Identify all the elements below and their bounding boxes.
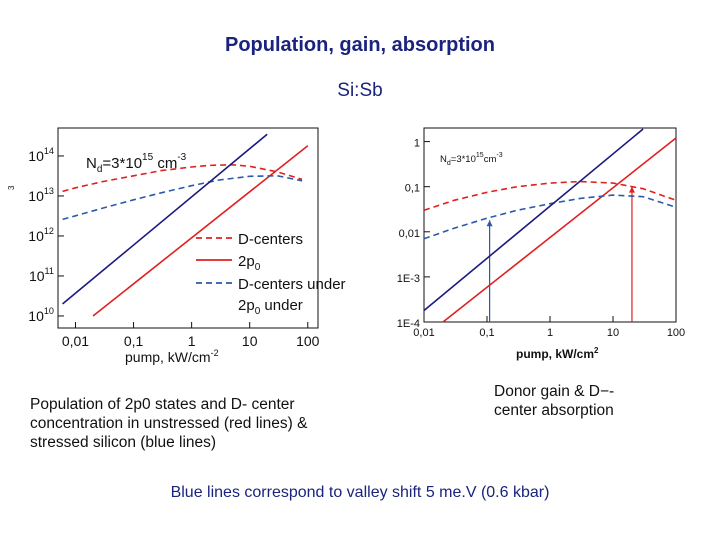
chart-left <box>7 128 346 365</box>
y-tick-label: $10^{10}$ <box>28 305 54 324</box>
x-tick-label: 10 <box>606 327 620 339</box>
caption-left <box>30 395 360 452</box>
left-xlabel: pump, $kW/cm^{-2}$ <box>125 348 219 365</box>
y-tick-label: 0,01 <box>398 227 420 240</box>
x-tick-label: 0,01 <box>61 333 90 349</box>
legend-label-2p0: $2p_0$ <box>238 253 261 273</box>
left-ylabel-fragment: 3 <box>7 185 16 190</box>
x-tick-label: 100 <box>296 333 320 349</box>
y-tick-label: $10^{11}$ <box>28 265 54 284</box>
footer-note: Blue lines correspond to valley shift 5 me.V (0.6 kbar) <box>170 484 550 501</box>
x-tick-label: 1 <box>187 333 196 349</box>
y-tick-label: 1E-4 <box>396 318 420 330</box>
y-tick-label: $10^{14}$ <box>28 145 54 164</box>
chart-right <box>397 128 685 361</box>
right-xlabel: pump, $kW/cm^2$ <box>516 346 599 361</box>
y-tick-label: 0,1 <box>404 182 420 195</box>
legend-label-d-centers: D-centers <box>238 231 304 248</box>
caption-right: Donor gain & D−-center absorption <box>494 383 615 419</box>
x-tick-label: 1 <box>546 327 554 339</box>
y-tick-label: 1E-3 <box>396 272 420 285</box>
legend-label-2p0-under: $2p_0$ under <box>238 297 303 317</box>
x-tick-label: 100 <box>666 327 686 339</box>
right-annotation: $N_d=3*10^{15}cm^{-3}$ <box>440 152 503 167</box>
page-subtitle: Si:Sb <box>337 80 383 101</box>
page-title: Population, gain, absorption <box>225 34 495 56</box>
x-tick-label: 0,1 <box>479 327 495 339</box>
x-tick-label: 0,01 <box>413 327 435 339</box>
y-tick-label: $10^{13}$ <box>28 185 54 204</box>
y-tick-label: 1 <box>413 137 420 150</box>
x-tick-label: 0,1 <box>123 333 144 349</box>
legend-label-d-centers-under: D-centers under <box>238 276 346 293</box>
caption-left-text: Population of 2p0 states and D- center concentration in unstressed (red lines) & stressed silicon (blue lines) <box>30 396 308 451</box>
left-annotation: $N_d=3*10^{15}$ $cm^{-3}$ <box>86 152 187 175</box>
x-tick-label: 10 <box>241 333 258 349</box>
y-tick-label: $10^{12}$ <box>28 225 54 244</box>
